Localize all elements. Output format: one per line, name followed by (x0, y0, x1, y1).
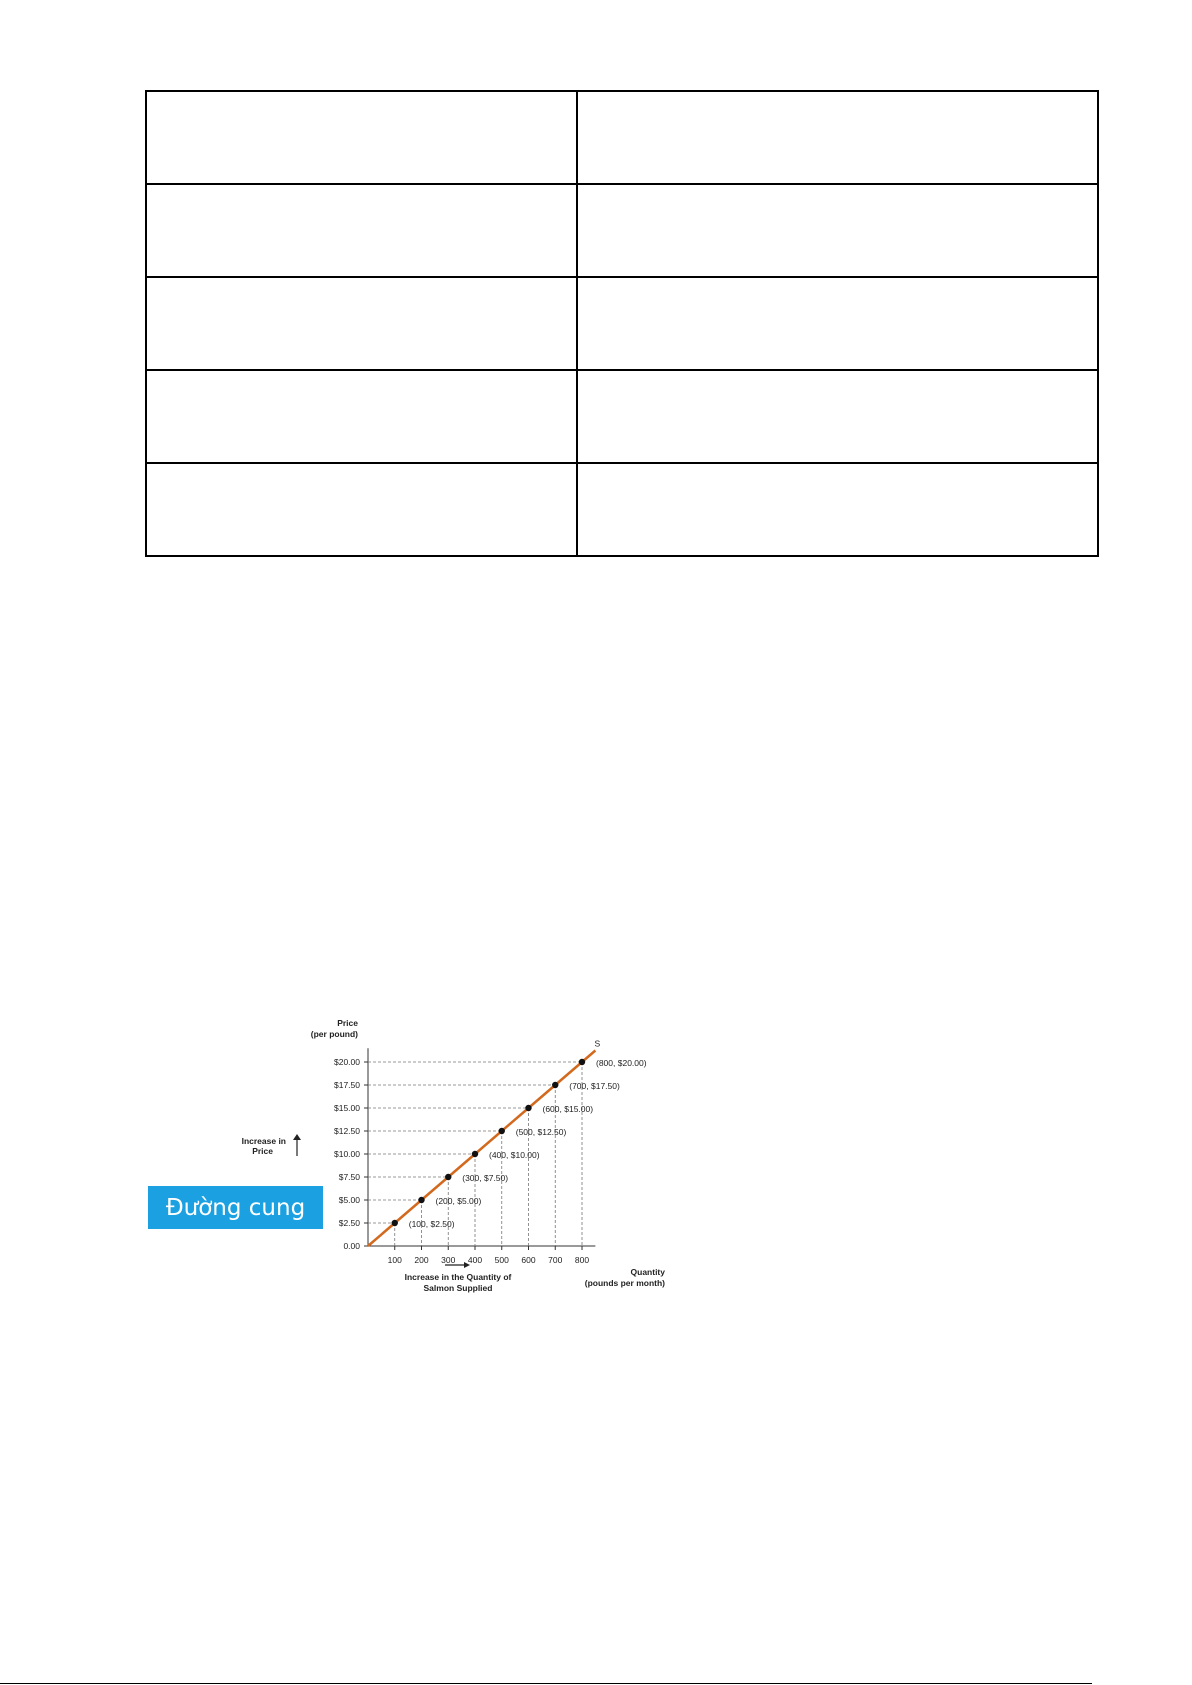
table-row (146, 463, 1098, 556)
up-arrow-head-icon (293, 1134, 301, 1140)
data-point (499, 1128, 505, 1134)
table-cell (146, 184, 577, 277)
table-cell (577, 91, 1098, 184)
x-axis-label-unit: (pounds per month) (584, 1278, 665, 1288)
supply-curve-chart (240, 1010, 680, 1310)
curve-label-s: S (594, 1038, 601, 1049)
table-cell (146, 370, 577, 463)
increase-price-label-2: Price (252, 1146, 273, 1156)
increase-price-label: Increase in (241, 1136, 286, 1146)
data-point (472, 1151, 478, 1157)
y-tick-label: $7.50 (338, 1172, 360, 1182)
supply-line (368, 1051, 595, 1247)
x-tick-label: 500 (494, 1255, 509, 1265)
data-label: (500, $12.50) (515, 1127, 567, 1137)
table-cell (577, 277, 1098, 370)
table-row (146, 184, 1098, 277)
x-tick-label: 400 (467, 1255, 483, 1265)
table-row (146, 370, 1098, 463)
y-tick-label: $15.00 (334, 1103, 360, 1113)
data-label: (700, $17.50) (569, 1081, 620, 1091)
y-tick-label: $5.00 (338, 1195, 360, 1205)
y-tick-label: 0.00 (343, 1241, 360, 1251)
page-footer-rule (0, 1683, 1092, 1684)
data-point (525, 1105, 531, 1111)
increase-quantity-label: Increase in the Quantity of (404, 1272, 512, 1282)
table-cell (577, 370, 1098, 463)
table-cell (146, 91, 577, 184)
table-cell (146, 277, 577, 370)
data-point (392, 1220, 398, 1226)
y-tick-label: $17.50 (334, 1080, 360, 1090)
y-tick-label: $10.00 (334, 1149, 360, 1159)
data-point (552, 1082, 558, 1088)
data-point (579, 1059, 585, 1065)
y-tick-label: $12.50 (334, 1126, 360, 1136)
table-cell (146, 463, 577, 556)
increase-quantity-label-2: Salmon Supplied (423, 1283, 493, 1293)
y-tick-label: $20.00 (334, 1057, 360, 1067)
x-tick-label: 600 (521, 1255, 536, 1265)
y-axis-label: Price (337, 1018, 358, 1028)
y-axis-label-unit: (per pound) (310, 1029, 358, 1039)
y-tick-label: $2.50 (338, 1218, 360, 1228)
data-point (445, 1174, 451, 1180)
data-label: (800, $20.00) (596, 1058, 647, 1068)
table-row (146, 91, 1098, 184)
x-tick-label: 100 (387, 1255, 402, 1265)
x-tick-label: 800 (574, 1255, 590, 1265)
x-tick-label: 300 (441, 1255, 456, 1265)
x-axis-label: Quantity (630, 1267, 665, 1277)
empty-table (145, 90, 1099, 557)
data-label: (100, $2.50) (408, 1219, 455, 1229)
data-point (418, 1197, 424, 1203)
data-label: (600, $15.00) (542, 1104, 594, 1114)
table-row (146, 277, 1098, 370)
data-label: (400, $10.00) (489, 1150, 540, 1160)
data-label: (200, $5.00) (435, 1196, 482, 1206)
x-tick-label: 200 (414, 1255, 429, 1265)
table-cell (577, 184, 1098, 277)
data-label: (300, $7.50) (462, 1173, 509, 1183)
table-cell (577, 463, 1098, 556)
x-tick-label: 700 (548, 1255, 563, 1265)
supply-curve-label: Đường cung (148, 1186, 323, 1229)
